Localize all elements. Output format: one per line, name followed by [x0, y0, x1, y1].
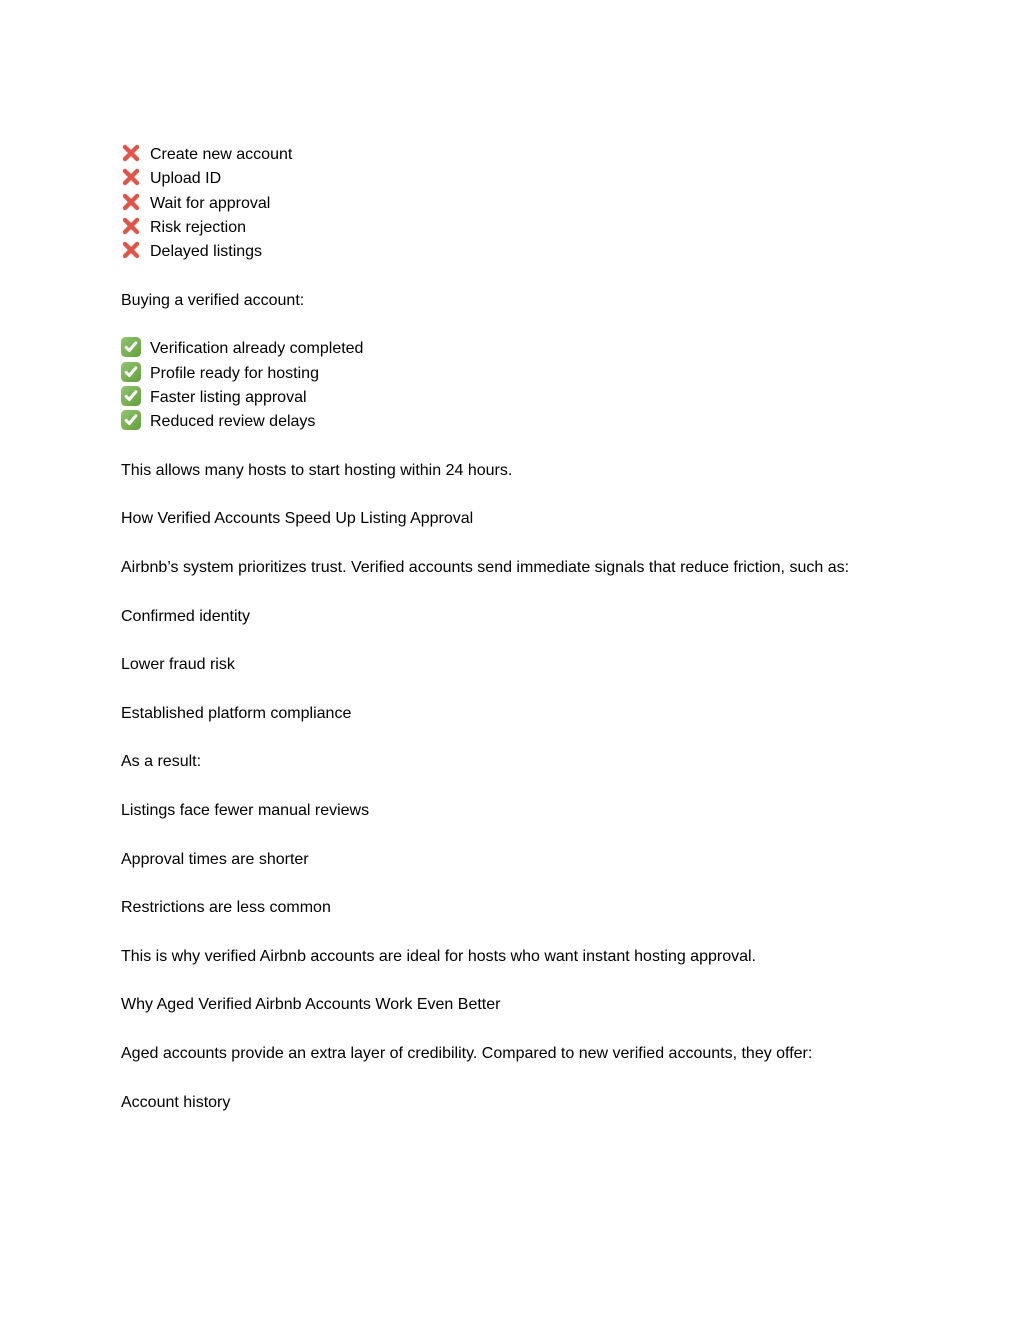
- list-item: [121, 240, 893, 264]
- list-item: [121, 386, 893, 410]
- pros-list: [121, 337, 893, 434]
- paragraph-approval-times-shorter: Approval times are shorter: [121, 850, 309, 868]
- paragraph-hosting-24-hours: This allows many hosts to start hosting within 24 hours.: [121, 461, 513, 479]
- paragraph-as-a-result: As a result:: [121, 753, 202, 771]
- cons-list: [121, 143, 893, 264]
- paragraph-platform-compliance: Established platform compliance: [121, 704, 352, 722]
- cross-mark-icon: [121, 143, 141, 163]
- cross-mark-icon: [121, 192, 141, 212]
- list-item: [121, 337, 893, 361]
- list-item-text: Delayed listings: [150, 243, 263, 261]
- list-item-text: Verification already completed: [150, 340, 364, 358]
- list-item-text: Faster listing approval: [150, 388, 307, 406]
- list-item-text: Reduced review delays: [150, 413, 316, 431]
- list-item: [121, 192, 893, 216]
- buying-heading: Buying a verified account:: [121, 291, 305, 309]
- list-item: [121, 143, 893, 167]
- cross-mark-icon: [121, 167, 141, 187]
- list-item-text: Wait for approval: [150, 194, 271, 212]
- paragraph-fewer-manual-reviews: Listings face fewer manual reviews: [121, 802, 370, 820]
- list-item: [121, 167, 893, 191]
- list-item-text: Upload ID: [150, 170, 222, 188]
- heading-speed-up-listing-approval: How Verified Accounts Speed Up Listing Approval: [121, 510, 474, 528]
- list-item: [121, 216, 893, 240]
- cross-mark-icon: [121, 240, 141, 260]
- check-mark-icon: [121, 362, 141, 382]
- list-item-text: Risk rejection: [150, 218, 247, 236]
- list-item-text: Profile ready for hosting: [150, 364, 319, 382]
- paragraph-extra-layer-credibility: Aged accounts provide an extra layer of credibility. Compared to new verified accounts, they offer:: [121, 1044, 813, 1062]
- paragraph-restrictions-less-common: Restrictions are less common: [121, 899, 331, 917]
- check-mark-icon: [121, 337, 141, 357]
- paragraph-system-prioritizes-trust: Airbnb’s system prioritizes trust. Verified accounts send immediate signals that reduce friction, such as:: [121, 559, 850, 577]
- list-item: [121, 410, 893, 434]
- check-mark-icon: [121, 386, 141, 406]
- page-content: [121, 143, 893, 1115]
- cross-mark-icon: [121, 216, 141, 236]
- check-mark-icon: [121, 410, 141, 430]
- paragraph-account-history: Account history: [121, 1093, 231, 1111]
- paragraph-confirmed-identity: Confirmed identity: [121, 607, 250, 625]
- list-item: [121, 362, 893, 386]
- paragraph-instant-hosting-approval: This is why verified Airbnb accounts are ideal for hosts who want instant hosting approval.: [121, 947, 756, 965]
- heading-aged-verified-accounts: Why Aged Verified Airbnb Accounts Work Even Better: [121, 996, 501, 1014]
- list-item-text: Create new account: [150, 146, 293, 163]
- paragraph-lower-fraud-risk: Lower fraud risk: [121, 656, 235, 674]
